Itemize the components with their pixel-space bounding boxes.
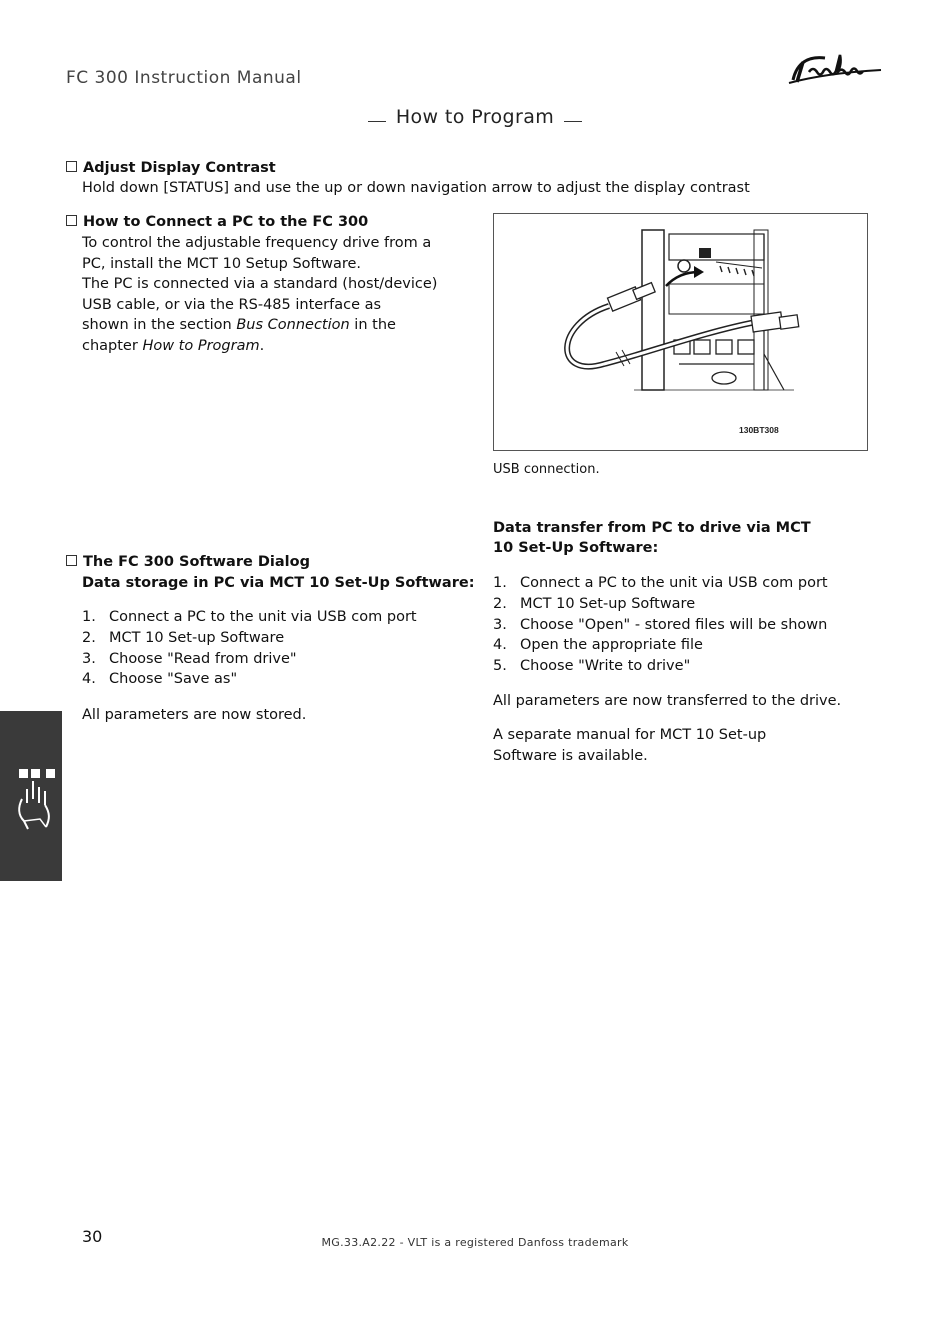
manual-title: FC 300 Instruction Manual bbox=[66, 68, 302, 88]
page-number: 30 bbox=[82, 1227, 103, 1246]
how-to-program-ref: How to Program bbox=[142, 337, 260, 354]
list-item bbox=[82, 628, 417, 649]
step-number: 2. bbox=[493, 595, 507, 612]
step-number: 5. bbox=[493, 658, 507, 675]
usb-connection-figure bbox=[493, 213, 868, 451]
connect-pc-heading bbox=[66, 212, 368, 232]
data-storage-steps bbox=[82, 607, 417, 690]
connect-pc-line: To control the adjustable frequency drive from a bbox=[82, 235, 432, 251]
text-span: . bbox=[259, 337, 265, 354]
step-text: Choose "Read from drive" bbox=[109, 650, 297, 667]
chapter-side-tab bbox=[0, 711, 62, 881]
figure-code: 130BT308 bbox=[739, 425, 779, 435]
list-item bbox=[493, 615, 828, 636]
step-number: 1. bbox=[82, 609, 96, 625]
adjust-contrast-heading-text: Adjust Display Contrast bbox=[83, 160, 276, 176]
header-rule-left bbox=[368, 121, 386, 122]
connect-pc-line: PC, install the MCT 10 Setup Software. bbox=[82, 255, 362, 272]
figure-caption: USB connection. bbox=[493, 462, 600, 477]
section-title-text: How to Program bbox=[395, 106, 555, 128]
step-text: Choose "Write to drive" bbox=[520, 658, 691, 675]
list-item bbox=[82, 649, 417, 670]
step-number: 4. bbox=[493, 637, 507, 654]
step-text: MCT 10 Set-up Software bbox=[109, 629, 285, 646]
mct10-manual-line: A separate manual for MCT 10 Set-up bbox=[493, 727, 767, 743]
data-storage-note: All parameters are now stored. bbox=[82, 707, 307, 723]
list-item bbox=[493, 573, 828, 594]
step-text: Choose "Open" - stored files will be shown bbox=[520, 616, 828, 633]
step-text: Choose "Save as" bbox=[109, 671, 238, 688]
software-dialog-heading bbox=[66, 552, 310, 572]
step-text: Connect a PC to the unit via USB com port bbox=[109, 609, 417, 625]
data-transfer-note: All parameters are now transferred to the drive. bbox=[493, 693, 842, 709]
list-item bbox=[493, 635, 828, 656]
step-number: 2. bbox=[82, 629, 96, 646]
section-title bbox=[0, 106, 950, 128]
connect-pc-body bbox=[82, 233, 482, 357]
step-number: 1. bbox=[493, 575, 507, 591]
step-text: MCT 10 Set-up Software bbox=[520, 595, 696, 612]
software-dialog-heading-text: The FC 300 Software Dialog bbox=[83, 554, 310, 570]
footer-text: MG.33.A2.22 - VLT is a registered Danfoss trademark bbox=[321, 1236, 629, 1249]
list-item bbox=[82, 669, 417, 690]
list-item bbox=[82, 607, 417, 628]
step-number: 4. bbox=[82, 671, 96, 688]
list-item bbox=[493, 656, 828, 677]
text-span: chapter bbox=[82, 337, 143, 354]
step-text: Open the appropriate file bbox=[520, 637, 703, 654]
step-number: 3. bbox=[82, 650, 96, 667]
text-span: in the bbox=[349, 317, 396, 334]
mct10-manual-line: Software is available. bbox=[493, 747, 648, 764]
step-number: 3. bbox=[493, 616, 507, 633]
connect-pc-line: The PC is connected via a standard (host/device) bbox=[82, 276, 438, 293]
data-transfer-heading-line: Data transfer from PC to drive via MCT bbox=[493, 520, 811, 536]
text-span: shown in the section bbox=[82, 317, 237, 334]
checkbox-icon bbox=[66, 161, 77, 172]
danfoss-logo bbox=[785, 50, 885, 88]
programming-hand-icon bbox=[0, 711, 62, 881]
connect-pc-line bbox=[82, 336, 482, 357]
adjust-contrast-heading bbox=[66, 158, 276, 178]
usb-connection-illustration bbox=[494, 214, 867, 450]
mct10-manual-note bbox=[493, 725, 766, 766]
bus-connection-ref: Bus Connection bbox=[236, 317, 350, 334]
data-transfer-steps bbox=[493, 573, 828, 677]
connect-pc-heading-text: How to Connect a PC to the FC 300 bbox=[83, 214, 369, 230]
data-storage-subheading: Data storage in PC via MCT 10 Set-Up Software: bbox=[82, 575, 475, 591]
checkbox-icon bbox=[66, 555, 77, 566]
checkbox-icon bbox=[66, 215, 77, 226]
list-item bbox=[493, 594, 828, 615]
step-text: Connect a PC to the unit via USB com port bbox=[520, 575, 828, 591]
data-transfer-heading-line: 10 Set-Up Software: bbox=[493, 540, 659, 556]
data-transfer-heading bbox=[493, 518, 811, 558]
connect-pc-line: USB cable, or via the RS-485 interface as bbox=[82, 296, 382, 313]
connect-pc-line bbox=[82, 315, 482, 336]
adjust-contrast-body: Hold down [STATUS] and use the up or down navigation arrow to adjust the display contrast bbox=[82, 180, 750, 196]
header-rule-right bbox=[564, 121, 582, 122]
